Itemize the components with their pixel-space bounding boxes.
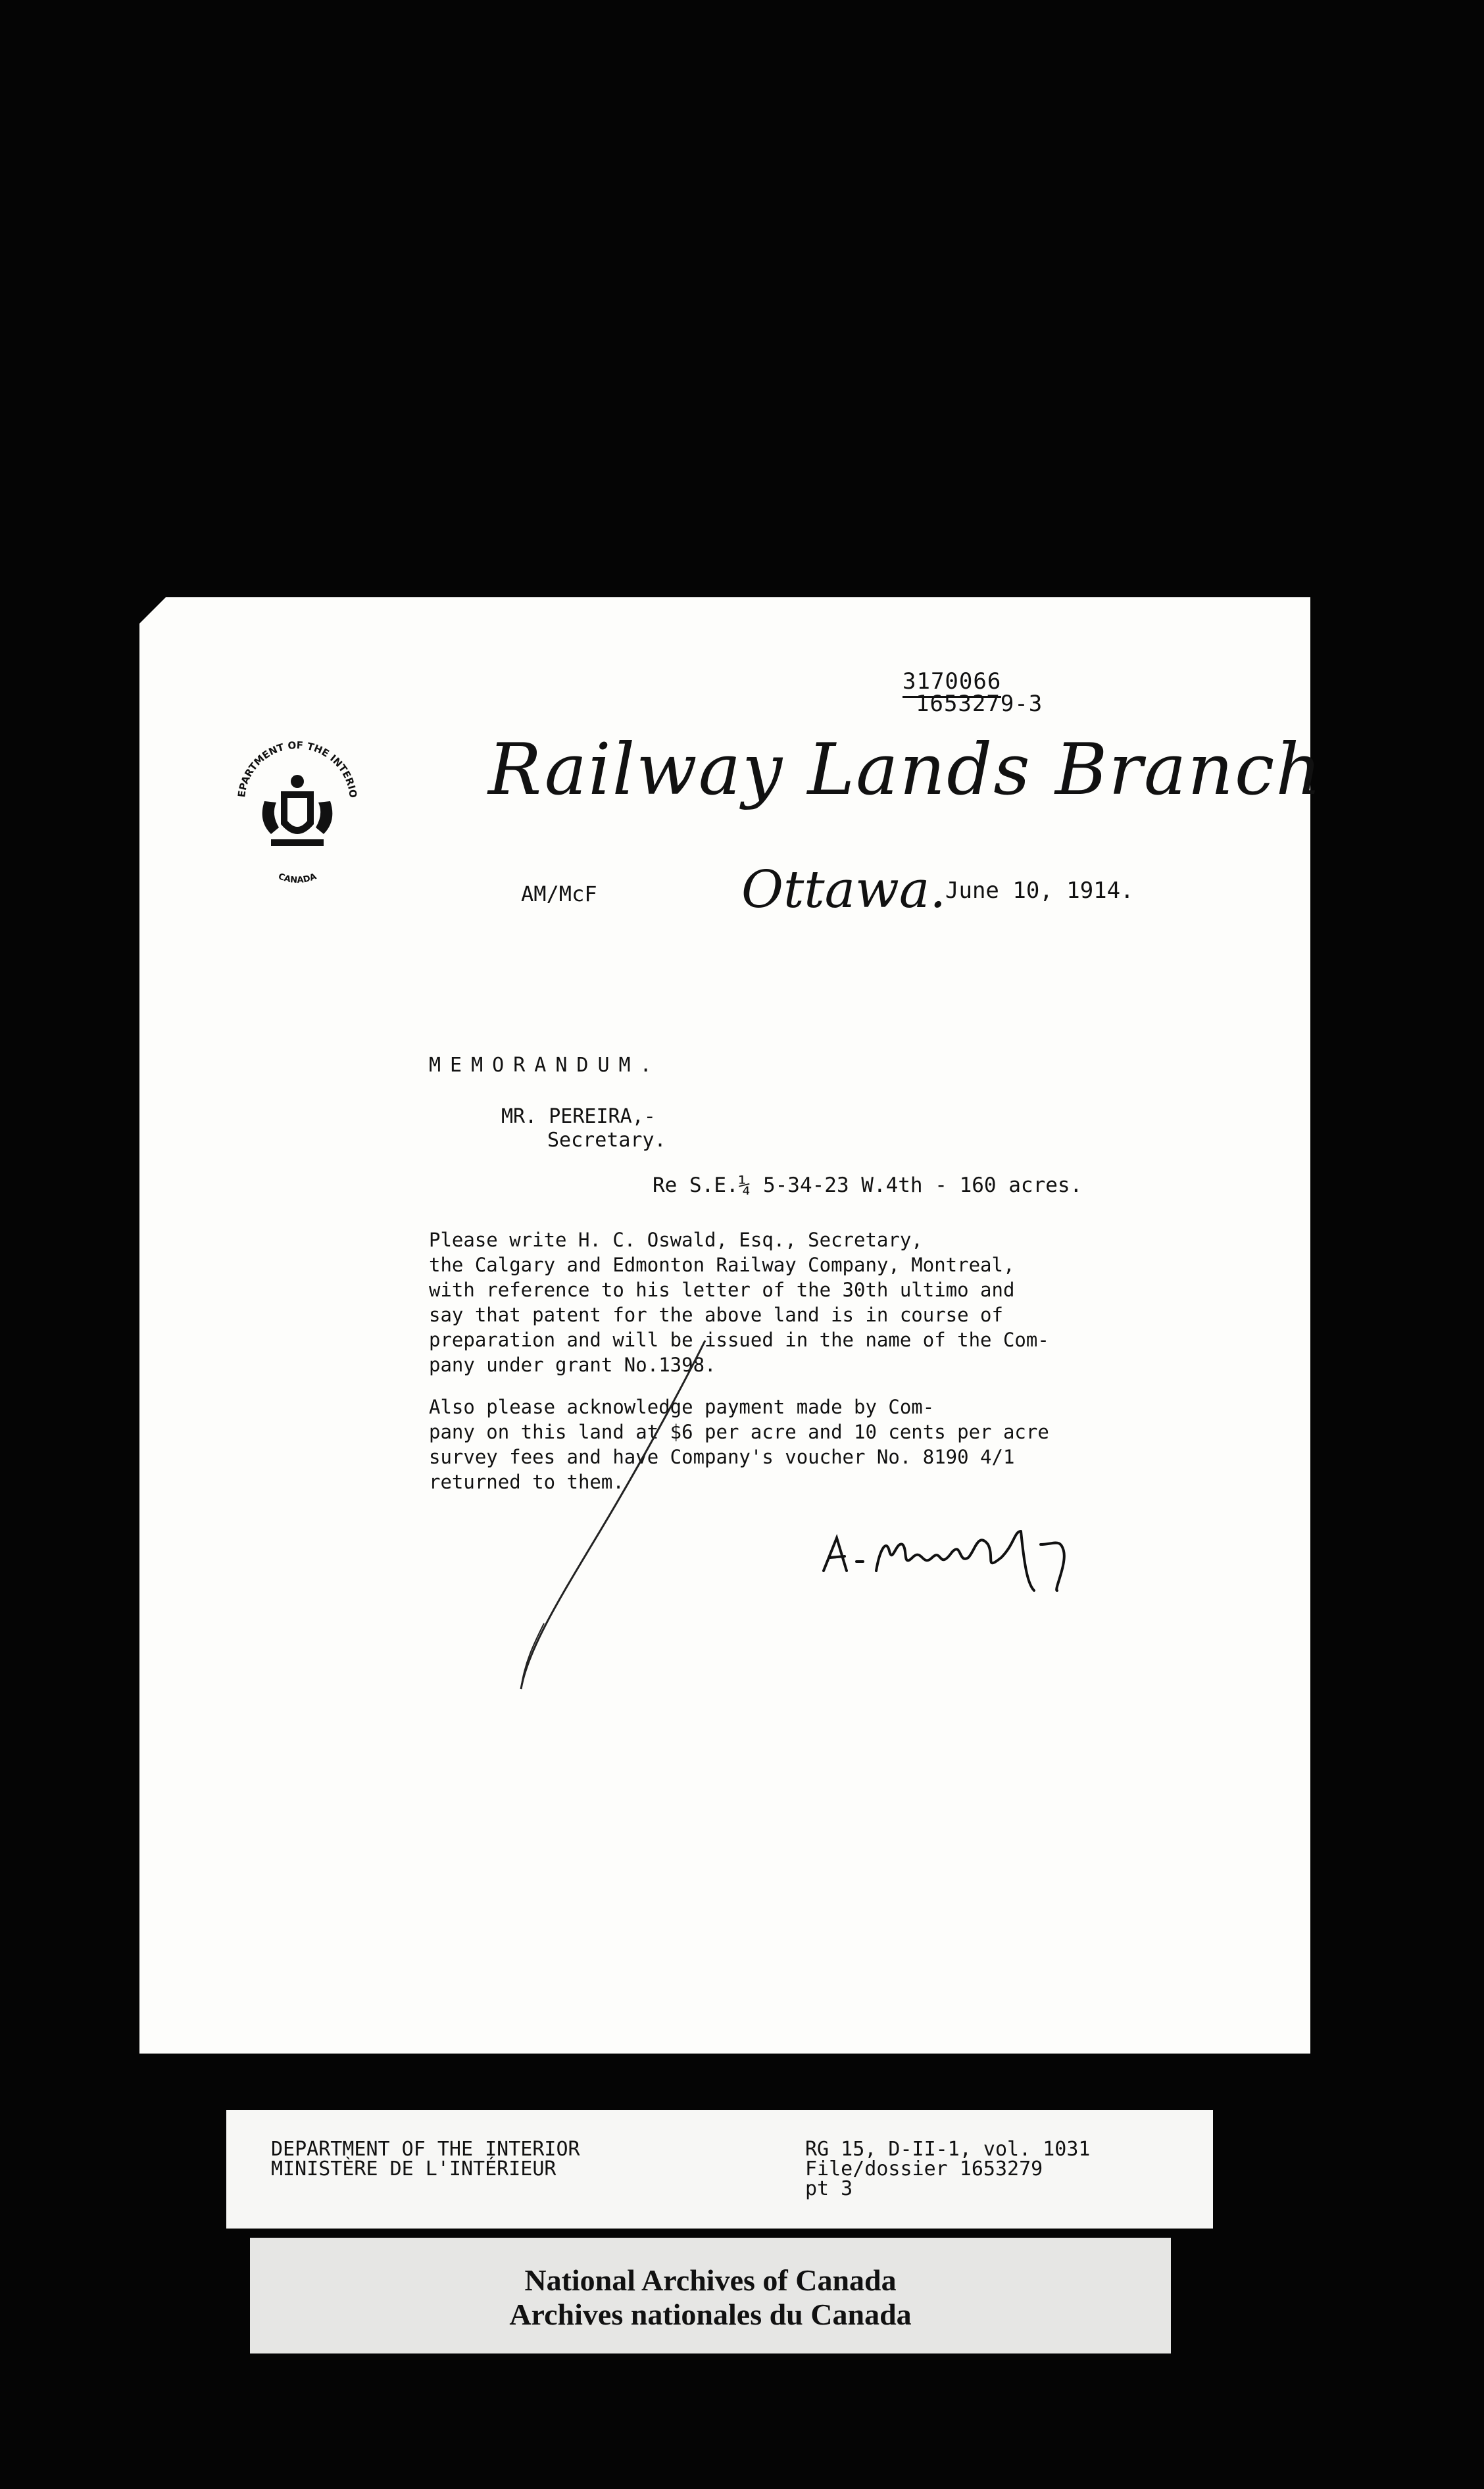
city-name: Ottawa. xyxy=(741,860,947,920)
crest-text-bottom: CANADA xyxy=(276,872,318,886)
file-number-secondary: 1653279-3 xyxy=(916,691,1043,717)
archive-file-number: File/dossier 1653279 xyxy=(805,2157,1043,2181)
svg-text:DEPARTMENT OF THE INTERIOR xyxy=(225,729,359,799)
addressee-title: Secretary. xyxy=(547,1129,666,1152)
archive-name-en: National Archives of Canada xyxy=(524,2263,897,2297)
department-crest-seal xyxy=(225,729,370,887)
archive-reference-group: RG 15, D-II-1, vol. 1031 xyxy=(805,2138,1091,2161)
reference-initials: AM/McF xyxy=(521,881,597,906)
file-number-primary: 3170066 xyxy=(903,668,1001,698)
department-name-fr: MINISTÈRE DE L'INTÉRIEUR xyxy=(271,2157,556,2181)
archive-reference-label xyxy=(226,2110,1213,2229)
torn-page-corner xyxy=(139,597,166,624)
memo-date: June 10, 1914. xyxy=(945,877,1134,904)
archive-name-fr: Archives nationales du Canada xyxy=(509,2298,912,2331)
addressee-name: MR. PEREIRA,- xyxy=(501,1105,656,1128)
coat-of-arms-icon xyxy=(225,729,370,887)
archive-part-number: pt 3 xyxy=(805,2177,853,2200)
body-paragraph-2: Also please acknowledge payment made by Com- pany on this land at $6 per acre and 10 cents per acre survey fees and have Company's voucher No. 8190 4/1 returned to them. xyxy=(429,1396,1049,1493)
svg-text:CANADA xyxy=(277,872,318,885)
memorandum-page xyxy=(139,597,1323,2054)
letterhead-branch-title: Railway Lands Branch xyxy=(488,729,1323,811)
department-name-en: DEPARTMENT OF THE INTERIOR xyxy=(271,2138,580,2161)
body-paragraph-1: Please write H. C. Oswald, Esq., Secretary, the Calgary and Edmonton Railway Company, Montreal, with reference to his letter of the 30th ultimo and say that patent for the above land is in course of preparation and will be issued in the name of the Com- pany under grant No.1398. xyxy=(429,1229,1049,1376)
crest-text-top: EPARTMENT OF THE INTERIO xyxy=(235,739,359,799)
memo-heading: MEMORANDUM. xyxy=(429,1054,661,1077)
handwritten-signature xyxy=(804,1505,1133,1597)
archive-name-label xyxy=(250,2238,1171,2353)
subject-line: Re S.E.¼ 5-34-23 W.4th - 160 acres. xyxy=(653,1173,1083,1197)
